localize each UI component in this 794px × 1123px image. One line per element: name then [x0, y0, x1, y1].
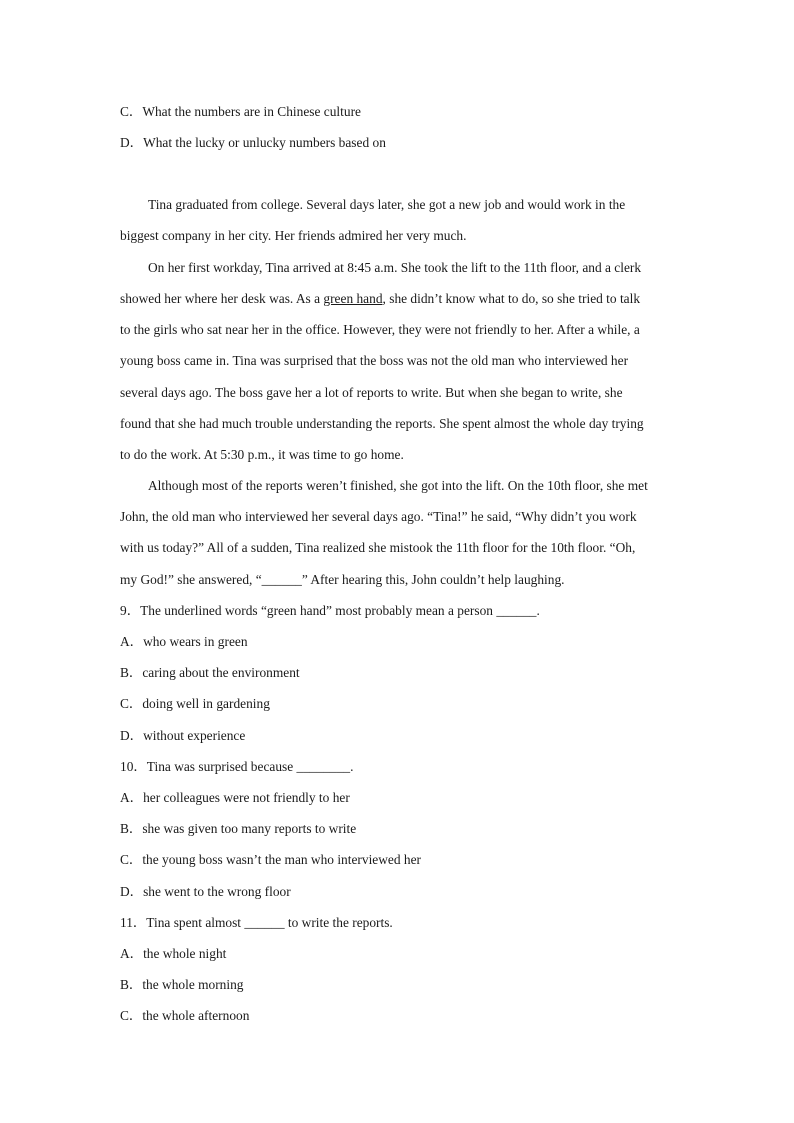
option-text: the whole afternoon	[142, 1008, 250, 1023]
option-text: doing well in gardening	[142, 696, 270, 711]
question-11-option-b	[120, 976, 680, 994]
passage-p2-line-5: several days ago. The boss gave her a lot of reports to write. But when she began to write, she	[120, 385, 623, 400]
underlined-phrase: green hand	[323, 291, 383, 306]
question-9-option-b	[120, 664, 680, 682]
option-letter: C．	[120, 852, 143, 867]
question-10-option-a	[120, 789, 680, 807]
option-letter: A．	[120, 634, 144, 649]
option-letter: D．	[120, 884, 144, 899]
option-letter: A．	[120, 946, 144, 961]
option-text: she was given too many reports to write	[142, 821, 357, 836]
prev-option-c	[120, 103, 680, 121]
question-9-option-d	[120, 727, 680, 745]
question-9-option-c	[120, 695, 680, 713]
passage-p2-line-7: to do the work. At 5:30 p.m., it was time to go home.	[120, 447, 404, 462]
passage-p3-line-2: John, the old man who interviewed her several days ago. “Tina!” he said, “Why didn’t you work	[120, 509, 637, 524]
question-10-option-c	[120, 851, 680, 869]
question-11-option-a	[120, 945, 680, 963]
passage-p1-line-1: Tina graduated from college. Several days later, she got a new job and would work in the	[148, 197, 626, 212]
passage-p2-line-4: young boss came in. Tina was surprised that the boss was not the old man who interviewed her	[120, 353, 629, 368]
option-text: What the numbers are in Chinese culture	[142, 104, 361, 119]
question-10-stem	[120, 758, 680, 776]
question-number: 10．	[120, 759, 147, 774]
question-number: 9．	[120, 603, 141, 618]
question-text: The underlined words “green hand” most probably mean a person ______.	[140, 603, 540, 618]
passage-p3-line-3: with us today?” All of a sudden, Tina realized she mistook the 11th floor for the 10th floor. “Oh,	[120, 540, 636, 555]
passage-p1-line-2: biggest company in her city. Her friends admired her very much.	[120, 228, 467, 243]
option-text: caring about the environment	[142, 665, 300, 680]
question-10-option-b	[120, 820, 680, 838]
question-11-stem	[120, 914, 680, 932]
passage-p2-line-3: to the girls who sat near her in the office. However, they were not friendly to her. After a while, a	[120, 322, 640, 337]
question-9-option-a	[120, 633, 680, 651]
prev-option-d	[120, 134, 680, 152]
option-text: the young boss wasn’t the man who interviewed her	[142, 852, 421, 867]
option-letter: C．	[120, 104, 143, 119]
option-text: What the lucky or unlucky numbers based on	[143, 135, 386, 150]
option-text: the whole morning	[142, 977, 244, 992]
option-letter: C．	[120, 1008, 143, 1023]
passage-p2-line-1: On her first workday, Tina arrived at 8:45 a.m. She took the lift to the 11th floor, and a clerk	[148, 260, 642, 275]
option-text: who wears in green	[143, 634, 248, 649]
option-letter: B．	[120, 821, 143, 836]
passage-p2-line-2	[120, 290, 680, 308]
passage-p3-line-4: my God!” she answered, “______” After hearing this, John couldn’t help laughing.	[120, 572, 565, 587]
option-letter: B．	[120, 977, 143, 992]
option-text: without experience	[143, 728, 246, 743]
option-letter: C．	[120, 696, 143, 711]
question-text: Tina spent almost ______ to write the reports.	[146, 915, 393, 930]
option-text: her colleagues were not friendly to her	[143, 790, 350, 805]
question-number: 11．	[120, 915, 147, 930]
question-10-option-d	[120, 883, 680, 901]
passage-p2-line-6: found that she had much trouble understanding the reports. She spent almost the whole day trying	[120, 416, 644, 431]
text-segment: , she didn’t know what to do, so she tried to talk	[382, 291, 641, 306]
text-segment: showed her where her desk was. As a	[120, 291, 324, 306]
question-9-stem	[120, 602, 680, 620]
option-letter: D．	[120, 728, 144, 743]
question-11-option-c	[120, 1007, 680, 1025]
passage-p3-line-1: Although most of the reports weren’t finished, she got into the lift. On the 10th floor, she met	[148, 478, 648, 493]
option-letter: A．	[120, 790, 144, 805]
option-letter: B．	[120, 665, 143, 680]
option-text: the whole night	[143, 946, 227, 961]
option-letter: D．	[120, 135, 144, 150]
question-text: Tina was surprised because ________.	[146, 759, 354, 774]
option-text: she went to the wrong floor	[143, 884, 291, 899]
